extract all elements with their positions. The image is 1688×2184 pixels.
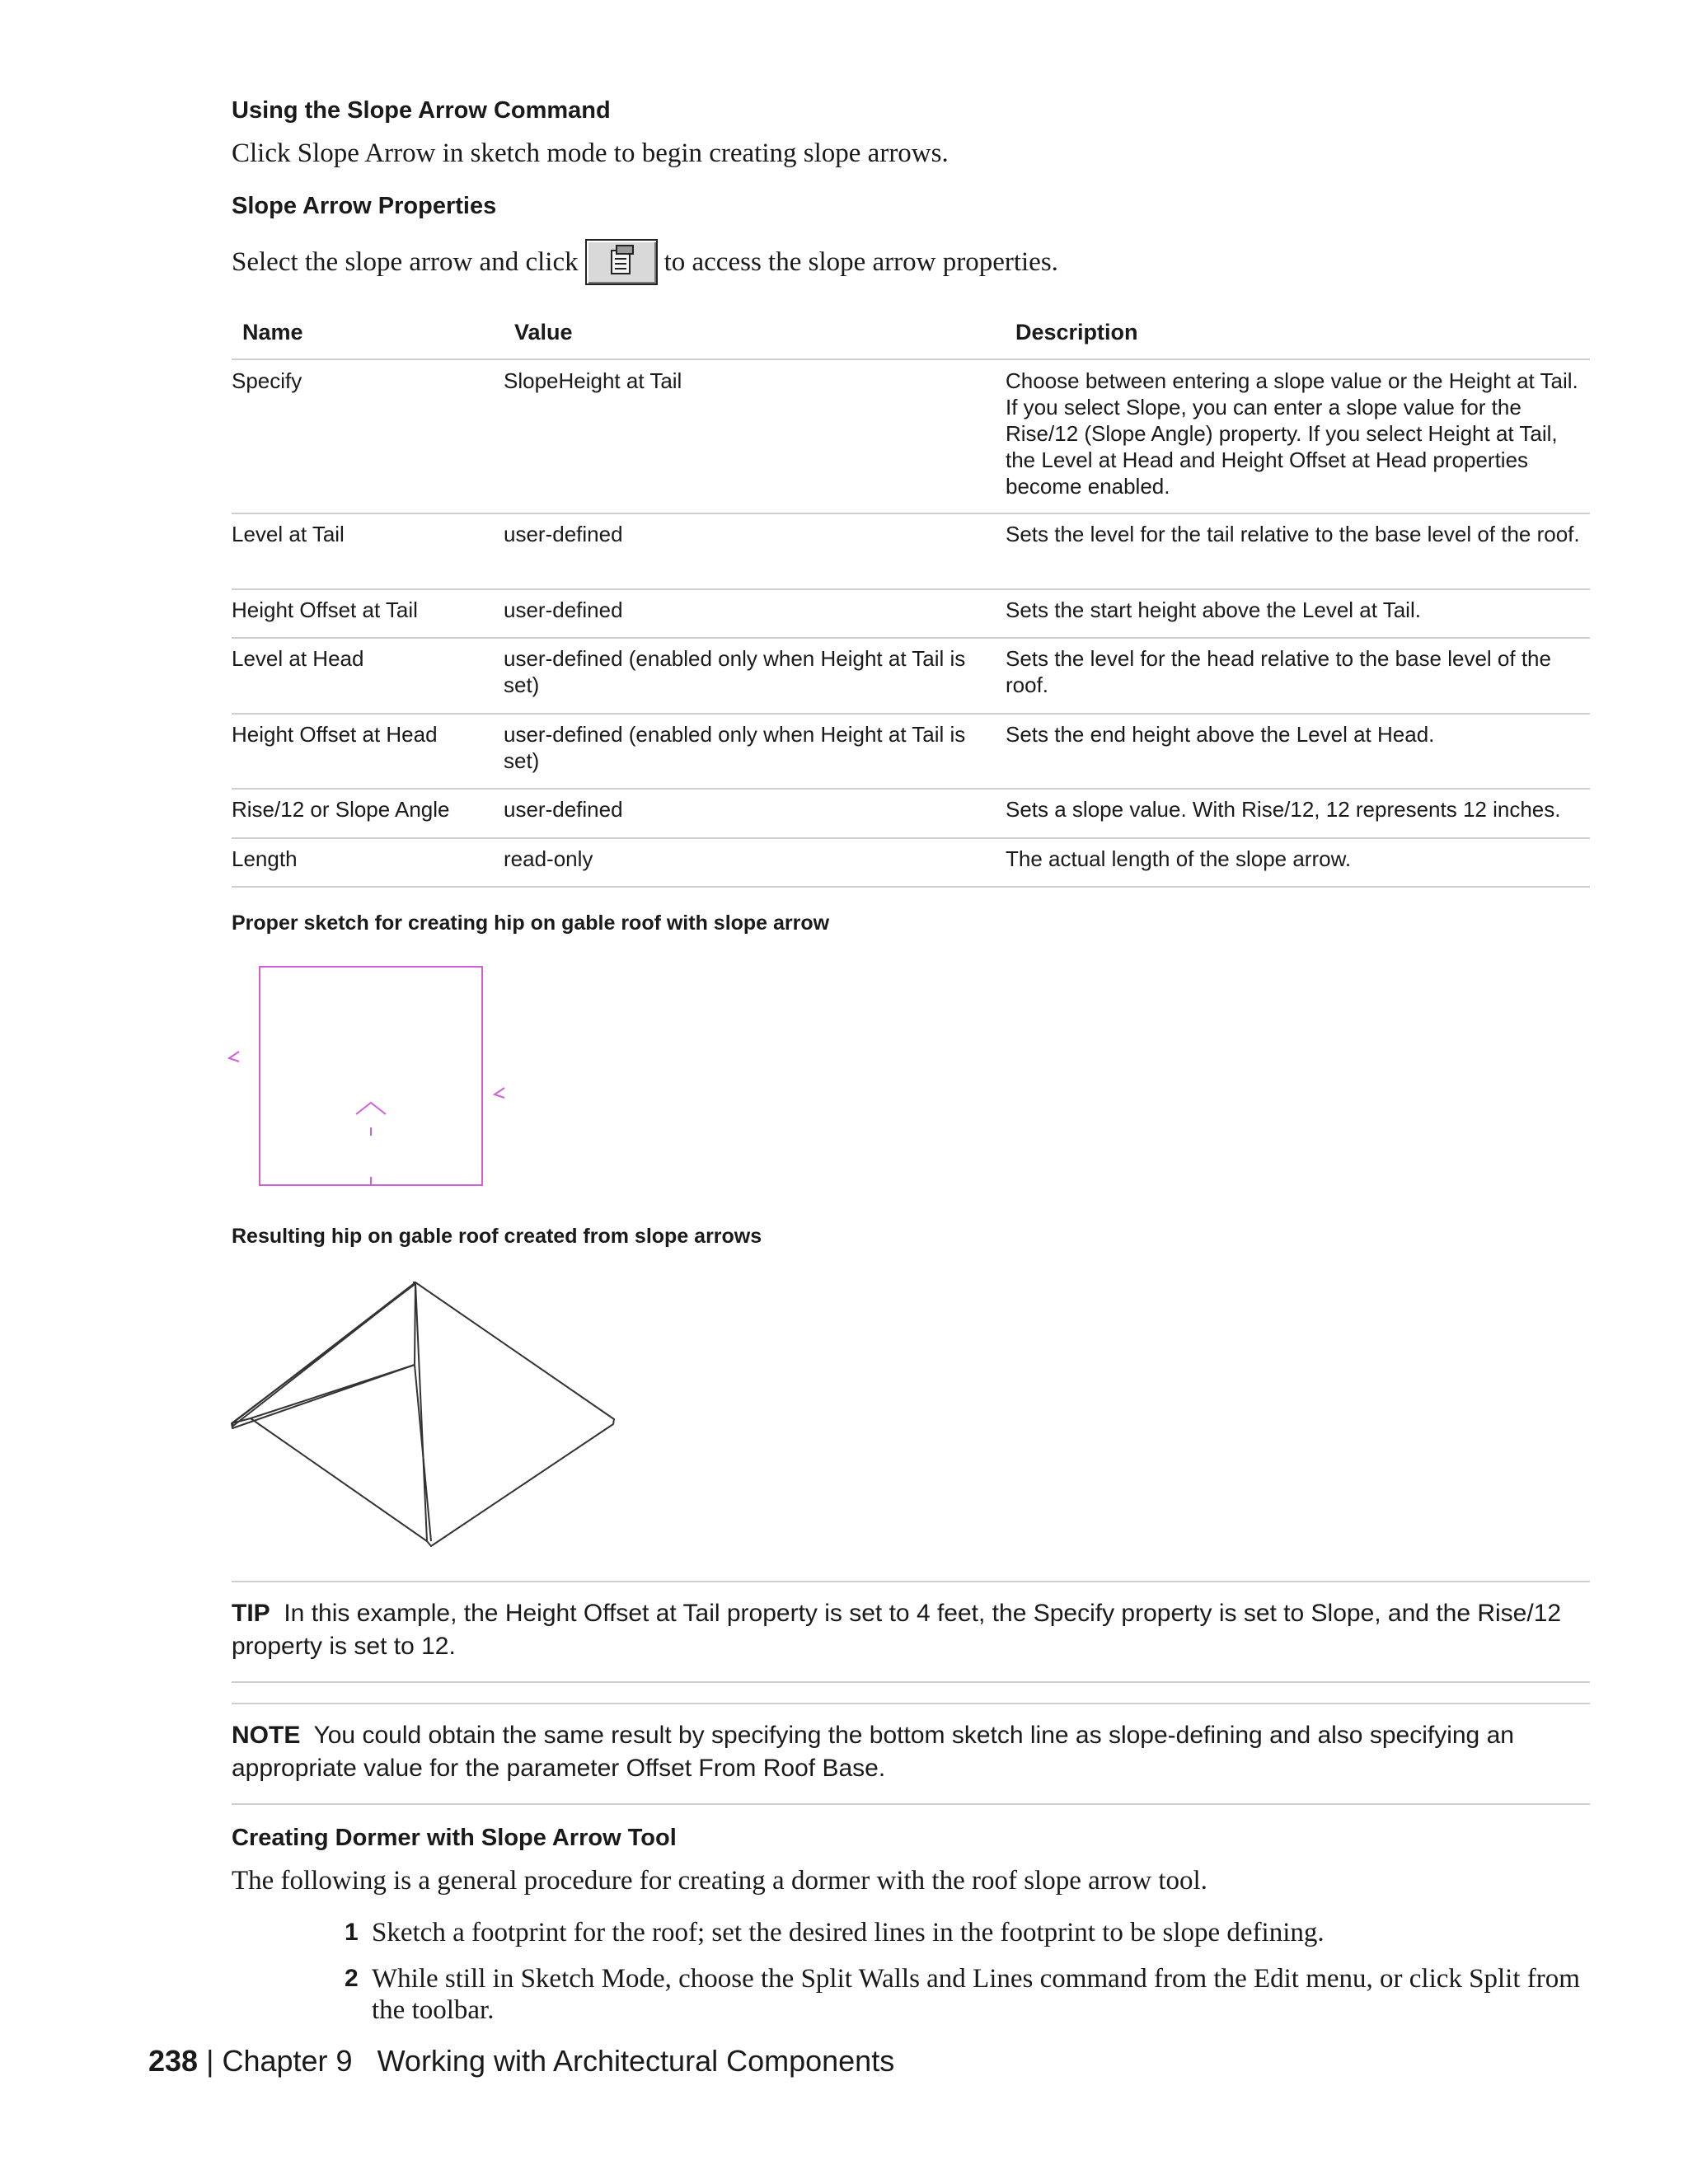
table-cell-description: Sets the end height above the Level at Head.	[1006, 722, 1435, 747]
tip-box	[232, 1597, 1592, 1663]
properties-icon	[587, 241, 656, 284]
note-box	[232, 1719, 1592, 1785]
table-cell-value: user-defined	[504, 522, 623, 546]
table-cell-name: Rise/12 or Slope Angle	[232, 797, 450, 822]
sketch-footprint	[260, 967, 482, 1185]
footer-separator: |	[206, 2044, 214, 2078]
table-header-name: Name	[242, 320, 303, 344]
table-row-divider	[232, 788, 1590, 790]
note-top-rule	[232, 1703, 1590, 1704]
table-cell-name: Level at Tail	[232, 522, 345, 546]
table-cell-value: user-defined (enabled only when Height at Tail is set)	[504, 646, 966, 697]
table-cell-description: Sets the level for the tail relative to the base level of the roof.	[1006, 522, 1580, 546]
table-header-value: Value	[514, 320, 573, 344]
note-label: NOTE	[232, 1722, 301, 1749]
table-cell-name: Height Offset at Head	[232, 722, 438, 747]
tip-bottom-rule	[232, 1681, 1590, 1683]
footer-title: Working with Architectural Components	[377, 2044, 895, 2078]
tip-text: In this example, the Height Offset at Tail property is set to 4 feet, the Specify property is set to Slope, and the Rise/12 property is set to 12.	[232, 1600, 1562, 1660]
table-cell-description: The actual length of the slope arrow.	[1006, 846, 1352, 871]
section-heading-slope-arrow-properties: Slope Arrow Properties	[232, 193, 497, 219]
step-1	[345, 1917, 1597, 1948]
sketch-figure	[223, 956, 528, 1203]
tip-top-rule	[232, 1581, 1590, 1582]
table-cell-description: Sets the level for the head relative to the base level of the roof.	[1006, 646, 1551, 697]
instruction-text-before: Select the slope arrow and click	[232, 246, 579, 277]
properties-instruction	[232, 239, 1058, 285]
page-number: 238	[148, 2044, 199, 2078]
table-divider	[232, 359, 1590, 360]
footer-chapter: Chapter 9	[222, 2044, 353, 2078]
note-bottom-rule	[232, 1803, 1590, 1805]
table-row-divider	[232, 713, 1590, 715]
tip-label: TIP	[232, 1600, 270, 1627]
table-cell-name: Specify	[232, 368, 302, 393]
figure1-caption: Proper sketch for creating hip on gable roof with slope arrow	[232, 912, 830, 935]
step-text: Sketch a footprint for the roof; set the desired lines in the footprint to be slope defining.	[372, 1918, 1325, 1947]
section-text: Click Slope Arrow in sketch mode to begin creating slope arrows.	[232, 138, 949, 168]
table-row-divider	[232, 513, 1590, 514]
step-number: 1	[345, 1919, 359, 1946]
table-cell-name: Height Offset at Tail	[232, 598, 418, 622]
table-cell-name: Level at Head	[232, 646, 364, 671]
table-cell-description: Sets the start height above the Level at Tail.	[1006, 598, 1421, 622]
figure2-caption: Resulting hip on gable roof created from slope arrows	[232, 1225, 762, 1248]
table-cell-value: user-defined	[504, 797, 623, 822]
table-header-description: Description	[1015, 320, 1138, 344]
table-cell-description: Sets a slope value. With Rise/12, 12 represents 12 inches.	[1006, 797, 1561, 822]
section-text-dormer: The following is a general procedure for creating a dormer with the roof slope arrow tool.	[232, 1866, 1207, 1896]
note-text: You could obtain the same result by specifying the bottom sketch line as slope-defining and also specifying an appropriate value for the parameter Offset From Roof Base.	[232, 1722, 1514, 1782]
table-cell-value: read-only	[504, 846, 593, 871]
table-cell-name: Length	[232, 846, 298, 871]
table-cell-value: user-defined	[504, 598, 623, 622]
section-heading-creating-dormer: Creating Dormer with Slope Arrow Tool	[232, 1825, 677, 1851]
table-cell-description: Choose between entering a slope value or the Height at Tail. If you select Slope, you can enter a slope value for the Rise/12 (Slope Angle) property. If you select Height at Tail, the Level at Head and Height Offset at Head properties become enabled.	[1006, 368, 1578, 499]
roof-figure	[223, 1269, 626, 1558]
step-text: While still in Sketch Mode, choose the Split Walls and Lines command from the Edit menu, or click Split from the toolbar.	[372, 1964, 1580, 2025]
slope-arrow	[356, 1103, 386, 1185]
section-heading-slope-arrow-command: Using the Slope Arrow Command	[232, 97, 611, 124]
table-cell-value: SlopeHeight at Tail	[504, 368, 682, 393]
slope-defining-marker-left	[229, 1052, 239, 1062]
table-row-divider	[232, 588, 1590, 590]
hip-gable-roof	[232, 1282, 614, 1546]
properties-button[interactable]	[585, 239, 658, 285]
step-2	[345, 1963, 1597, 2026]
page-footer	[148, 2044, 894, 2079]
table-cell-value: user-defined (enabled only when Height at Tail is set)	[504, 722, 966, 773]
instruction-text-after: to access the slope arrow properties.	[663, 246, 1058, 277]
step-number: 2	[345, 1965, 359, 1992]
slope-defining-marker-right	[495, 1088, 504, 1098]
table-row-divider	[232, 837, 1590, 839]
table-row-divider	[232, 637, 1590, 639]
table-row-divider	[232, 886, 1590, 888]
